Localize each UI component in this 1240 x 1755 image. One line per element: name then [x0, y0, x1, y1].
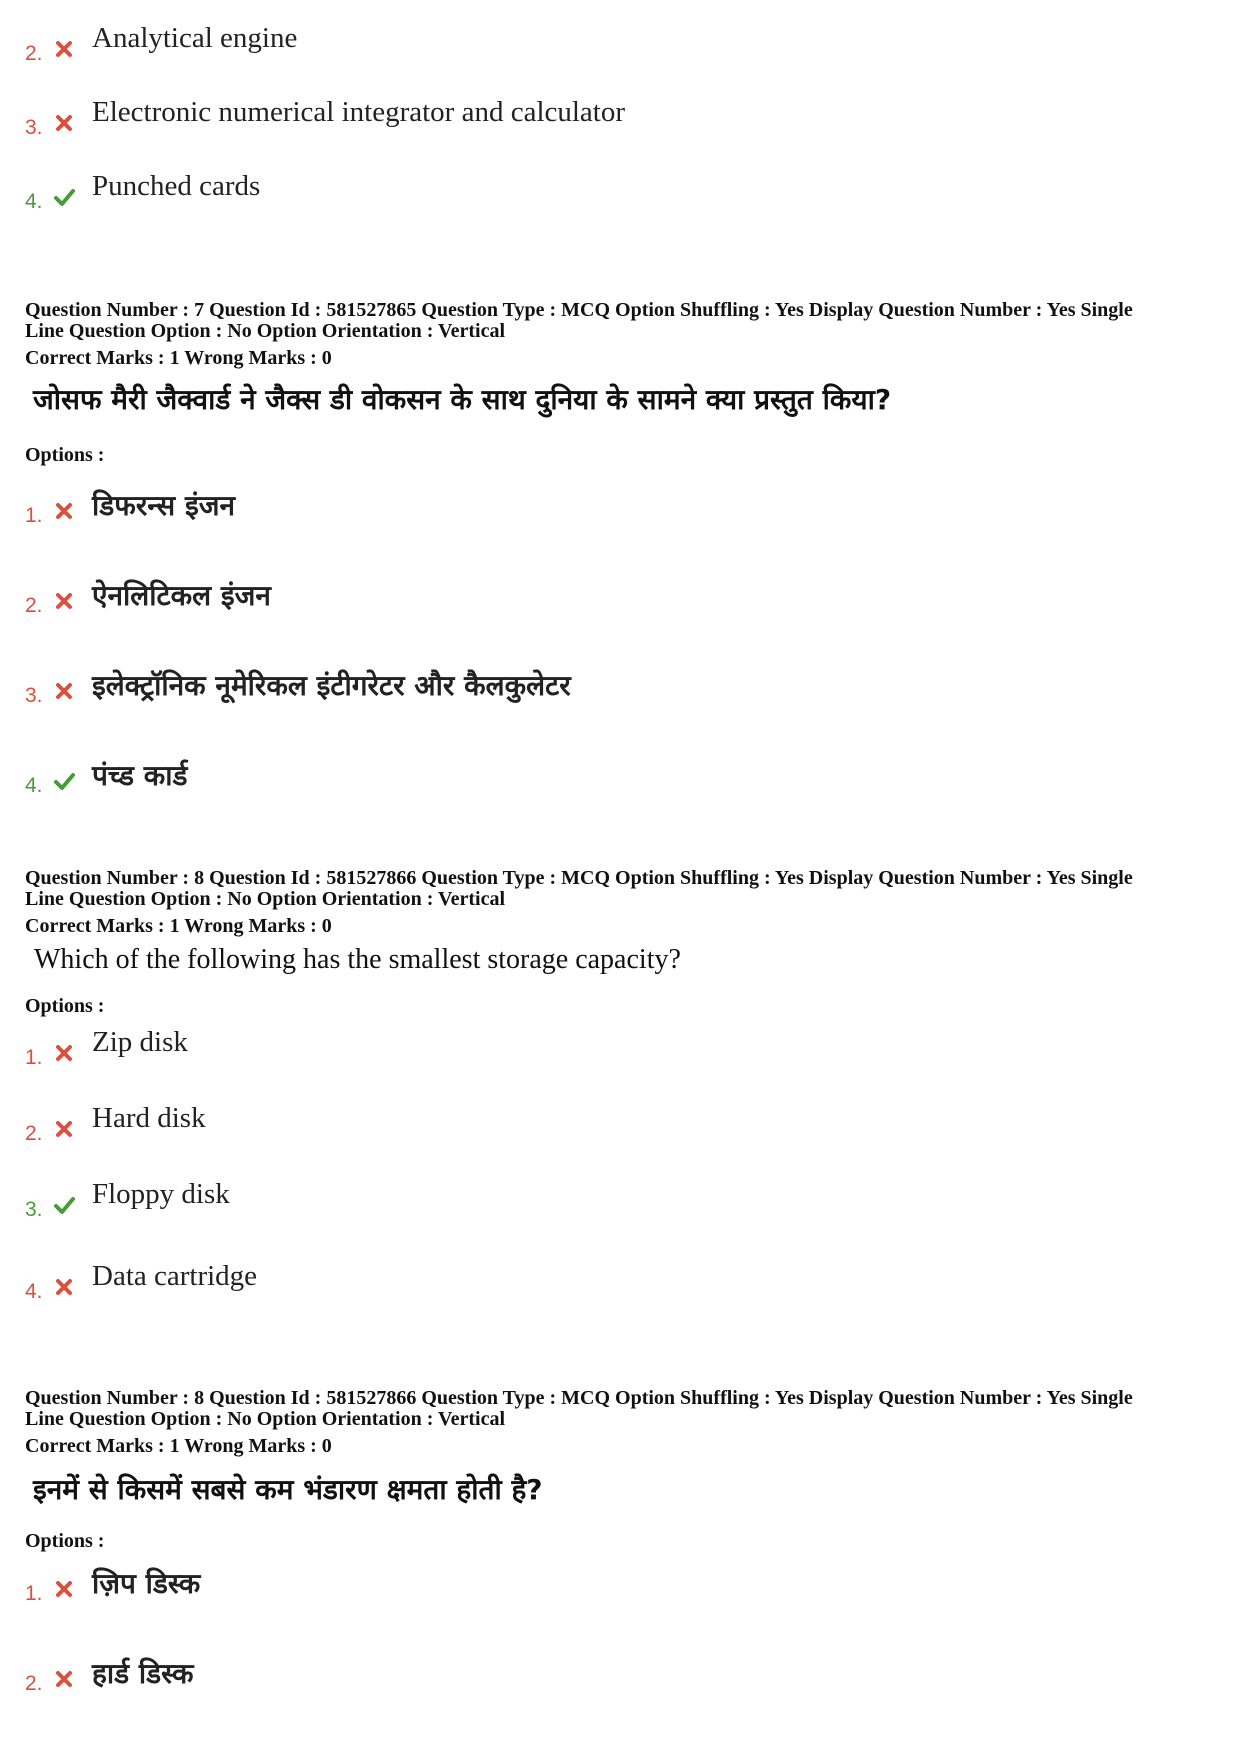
option-text: Zip disk	[92, 1026, 188, 1058]
option-text: Punched cards	[92, 170, 261, 202]
option-number: 1.	[25, 1046, 43, 1069]
question-7-text	[25, 380, 1215, 418]
question-meta: Line Question Option : No Option Orientation : Vertical	[25, 320, 506, 342]
option-text: हार्ड डिस्क	[92, 1657, 194, 1690]
cross-icon	[53, 1578, 75, 1600]
option-number: 1.	[25, 504, 43, 527]
option-text: Data cartridge	[92, 1260, 258, 1292]
check-icon	[53, 770, 75, 792]
options-label	[25, 1530, 1215, 1553]
option-text: इलेक्ट्रॉनिक नूमेरिकल इंटीगरेटर और कैलकुलेटर	[92, 669, 571, 702]
question-meta: Question Number : 8 Question Id : 581527866 Question Type : MCQ Option Shuffling : Yes Display Question Number : Yes Single	[25, 1387, 1133, 1409]
option-text: डिफरन्स इंजन	[92, 489, 236, 522]
options-label-text: Options :	[25, 995, 105, 1017]
cross-icon	[53, 590, 75, 612]
option-number: 2.	[25, 1122, 43, 1145]
question-meta: Question Number : 7 Question Id : 581527865 Question Type : MCQ Option Shuffling : Yes Display Question Number : Yes Single	[25, 299, 1133, 321]
question-text: Which of the following has the smallest storage capacity?	[34, 944, 681, 975]
option-number: 2.	[25, 1672, 43, 1695]
cross-icon	[53, 680, 75, 702]
cross-icon	[53, 112, 75, 134]
option-text: Electronic numerical integrator and calculator	[92, 96, 626, 128]
options-label-text: Options :	[25, 1530, 105, 1552]
option-text: Analytical engine	[92, 22, 298, 54]
option-text: पंच्ड कार्ड	[92, 759, 188, 792]
cross-icon	[53, 500, 75, 522]
question-marks: Correct Marks : 1 Wrong Marks : 0	[25, 1435, 332, 1457]
option-number: 4.	[25, 774, 43, 797]
option-text: Floppy disk	[92, 1178, 230, 1210]
cross-icon	[53, 1042, 75, 1064]
question-meta: Question Number : 8 Question Id : 581527866 Question Type : MCQ Option Shuffling : Yes Display Question Number : Yes Single	[25, 867, 1133, 889]
question-8-hindi-text	[25, 1470, 1215, 1508]
option-number: 3.	[25, 1198, 43, 1221]
option-number: 1.	[25, 1582, 43, 1605]
option-number: 4.	[25, 190, 43, 213]
option-number: 2.	[25, 594, 43, 617]
options-label	[25, 995, 1215, 1018]
option-text: ऐनलिटिकल इंजन	[92, 579, 271, 612]
option-number: 3.	[25, 116, 43, 139]
cross-icon	[53, 1276, 75, 1298]
question-7-header	[25, 300, 1215, 369]
question-marks: Correct Marks : 1 Wrong Marks : 0	[25, 915, 332, 937]
check-icon	[53, 186, 75, 208]
question-marks: Correct Marks : 1 Wrong Marks : 0	[25, 347, 332, 369]
question-text: इनमें से किसमें सबसे कम भंडारण क्षमता होती है?	[33, 1473, 543, 1506]
question-meta: Line Question Option : No Option Orientation : Vertical	[25, 1408, 506, 1430]
options-label-text: Options :	[25, 444, 105, 466]
check-icon	[53, 1194, 75, 1216]
question-8-hindi-header	[25, 1388, 1215, 1457]
option-number: 4.	[25, 1280, 43, 1303]
options-label	[25, 444, 1215, 467]
cross-icon	[53, 1668, 75, 1690]
cross-icon	[53, 1118, 75, 1140]
cross-icon	[53, 38, 75, 60]
question-meta: Line Question Option : No Option Orientation : Vertical	[25, 888, 506, 910]
question-8-header	[25, 868, 1215, 937]
option-number: 3.	[25, 684, 43, 707]
option-number: 2.	[25, 42, 43, 65]
question-8-text	[25, 944, 1215, 976]
option-text: ज़िप डिस्क	[92, 1567, 201, 1600]
question-text: जोसफ मैरी जैक्वार्ड ने जैक्स डी वोकसन के साथ दुनिया के सामने क्या प्रस्तुत किया?	[33, 383, 892, 416]
option-text: Hard disk	[92, 1102, 206, 1134]
